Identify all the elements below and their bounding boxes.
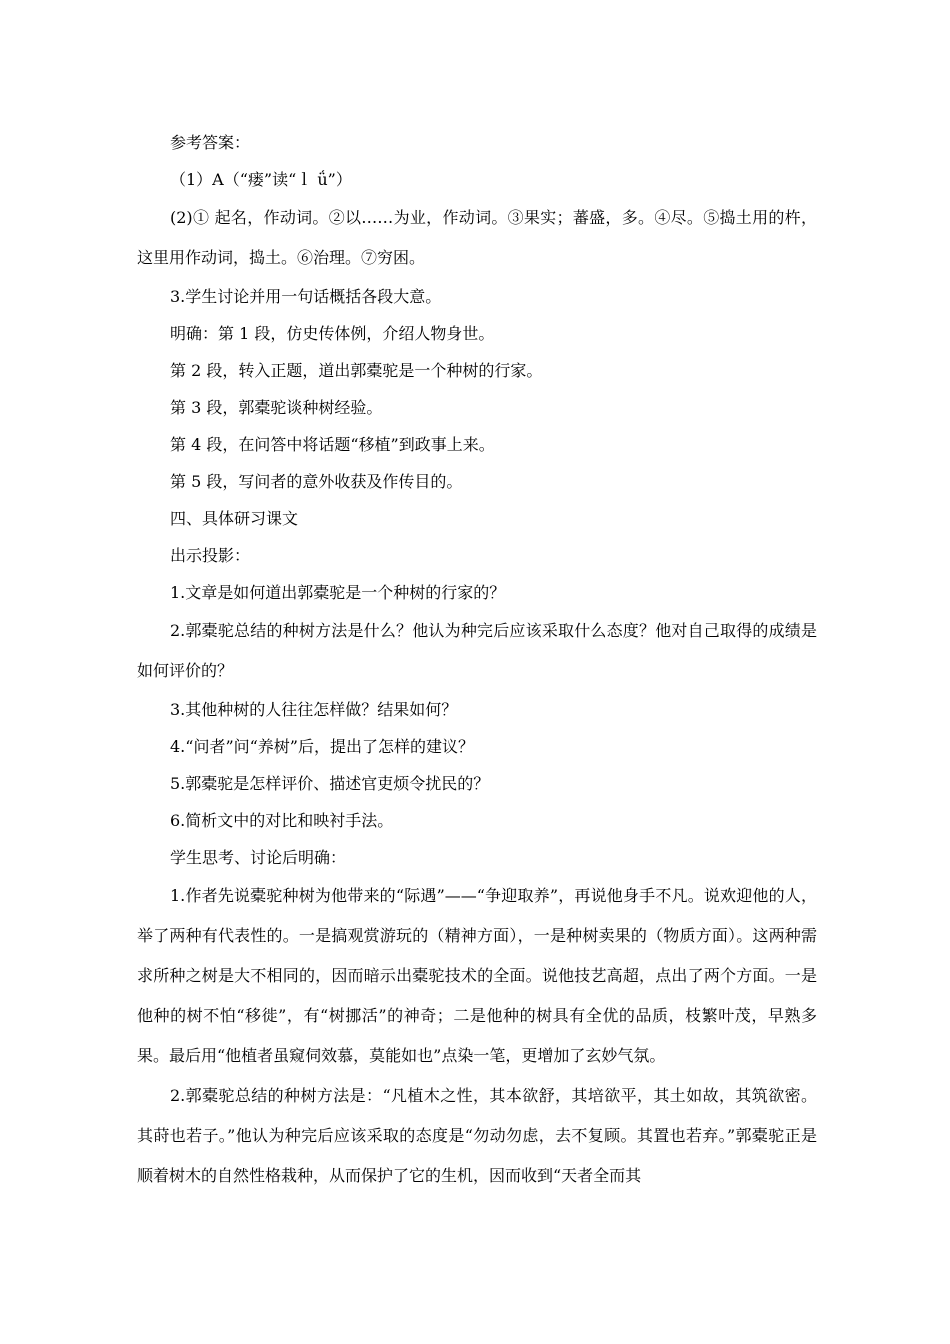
question-2: 2.郭橐驼总结的种树方法是什么？他认为种完后应该采取什么态度？他对自己取得的成绩是如何评价的？ xyxy=(137,621,817,680)
answer-paragraph-1: 1.作者先说橐驼种树为他带来的“际遇”——“争迎取养”，再说他身手不凡。说欢迎他的人，举了两种有代表性的。一是搞观赏游玩的（精神方面），一是种树卖果的（物质方面）。这两种需求所种之树是大不相同的，因而暗示出橐驼技术的全面。说他技艺高超，点出了两个方面。一是他种的树不怕“移徙”，有“树挪活”的神奇；二是他种的树具有全优的品质，枝繁叶茂，早熟多果。最后用“他植者虽窥伺效慕，莫能如也”点染一笔，更增加了玄妙气氛。 xyxy=(137,886,817,1065)
paragraph-summary-1: 明确：第 1 段，仿史传体例，介绍人物身世。 xyxy=(170,324,495,343)
paragraph-summary-4: 第 4 段，在问答中将话题“移植”到政事上来。 xyxy=(170,435,495,454)
answer-item-2: (2)① 起名，作动词。②以……为业，作动词。③果实；蕃盛，多。④尽。⑤捣土用的杵，这里用作动词，捣土。⑥治理。⑦穷困。 xyxy=(137,208,817,267)
discussion-prompt: 3.学生讨论并用一句话概括各段大意。 xyxy=(170,287,442,306)
question-5: 5.郭橐驼是怎样评价、描述官吏烦令扰民的？ xyxy=(170,774,490,793)
clarification-label: 学生思考、讨论后明确： xyxy=(170,848,347,867)
document-body xyxy=(137,124,817,1196)
question-6: 6.简析文中的对比和映衬手法。 xyxy=(170,811,394,830)
answer-heading: 参考答案： xyxy=(170,133,251,152)
answer-item-1: （1）A（“瘘”读“ｌ ǘ”） xyxy=(170,170,352,189)
question-1: 1.文章是如何道出郭橐驼是一个种树的行家的？ xyxy=(170,583,506,602)
question-3: 3.其他种树的人往往怎样做？结果如何？ xyxy=(170,700,458,719)
paragraph-summary-3: 第 3 段，郭橐驼谈种树经验。 xyxy=(170,398,383,417)
paragraph-summary-5: 第 5 段，写问者的意外收获及作传目的。 xyxy=(170,472,463,491)
question-4: 4.“问者”问“养树”后，提出了怎样的建议？ xyxy=(170,737,474,756)
projection-label: 出示投影： xyxy=(170,546,251,565)
paragraph-summary-2: 第 2 段，转入正题，道出郭橐驼是一个种树的行家。 xyxy=(170,361,543,380)
answer-paragraph-2: 2.郭橐驼总结的种树方法是：“凡植木之性，其本欲舒，其培欲平，其土如故，其筑欲密。其莳也若子。”他认为种完后应该采取的态度是“勿动勿虑，去不复顾。其置也若弃。”郭橐驼正是顺着树木的自然性格栽种，从而保护了它的生机，因而收到“天者全而其 xyxy=(137,1086,817,1185)
section-heading: 四、具体研习课文 xyxy=(170,509,299,528)
